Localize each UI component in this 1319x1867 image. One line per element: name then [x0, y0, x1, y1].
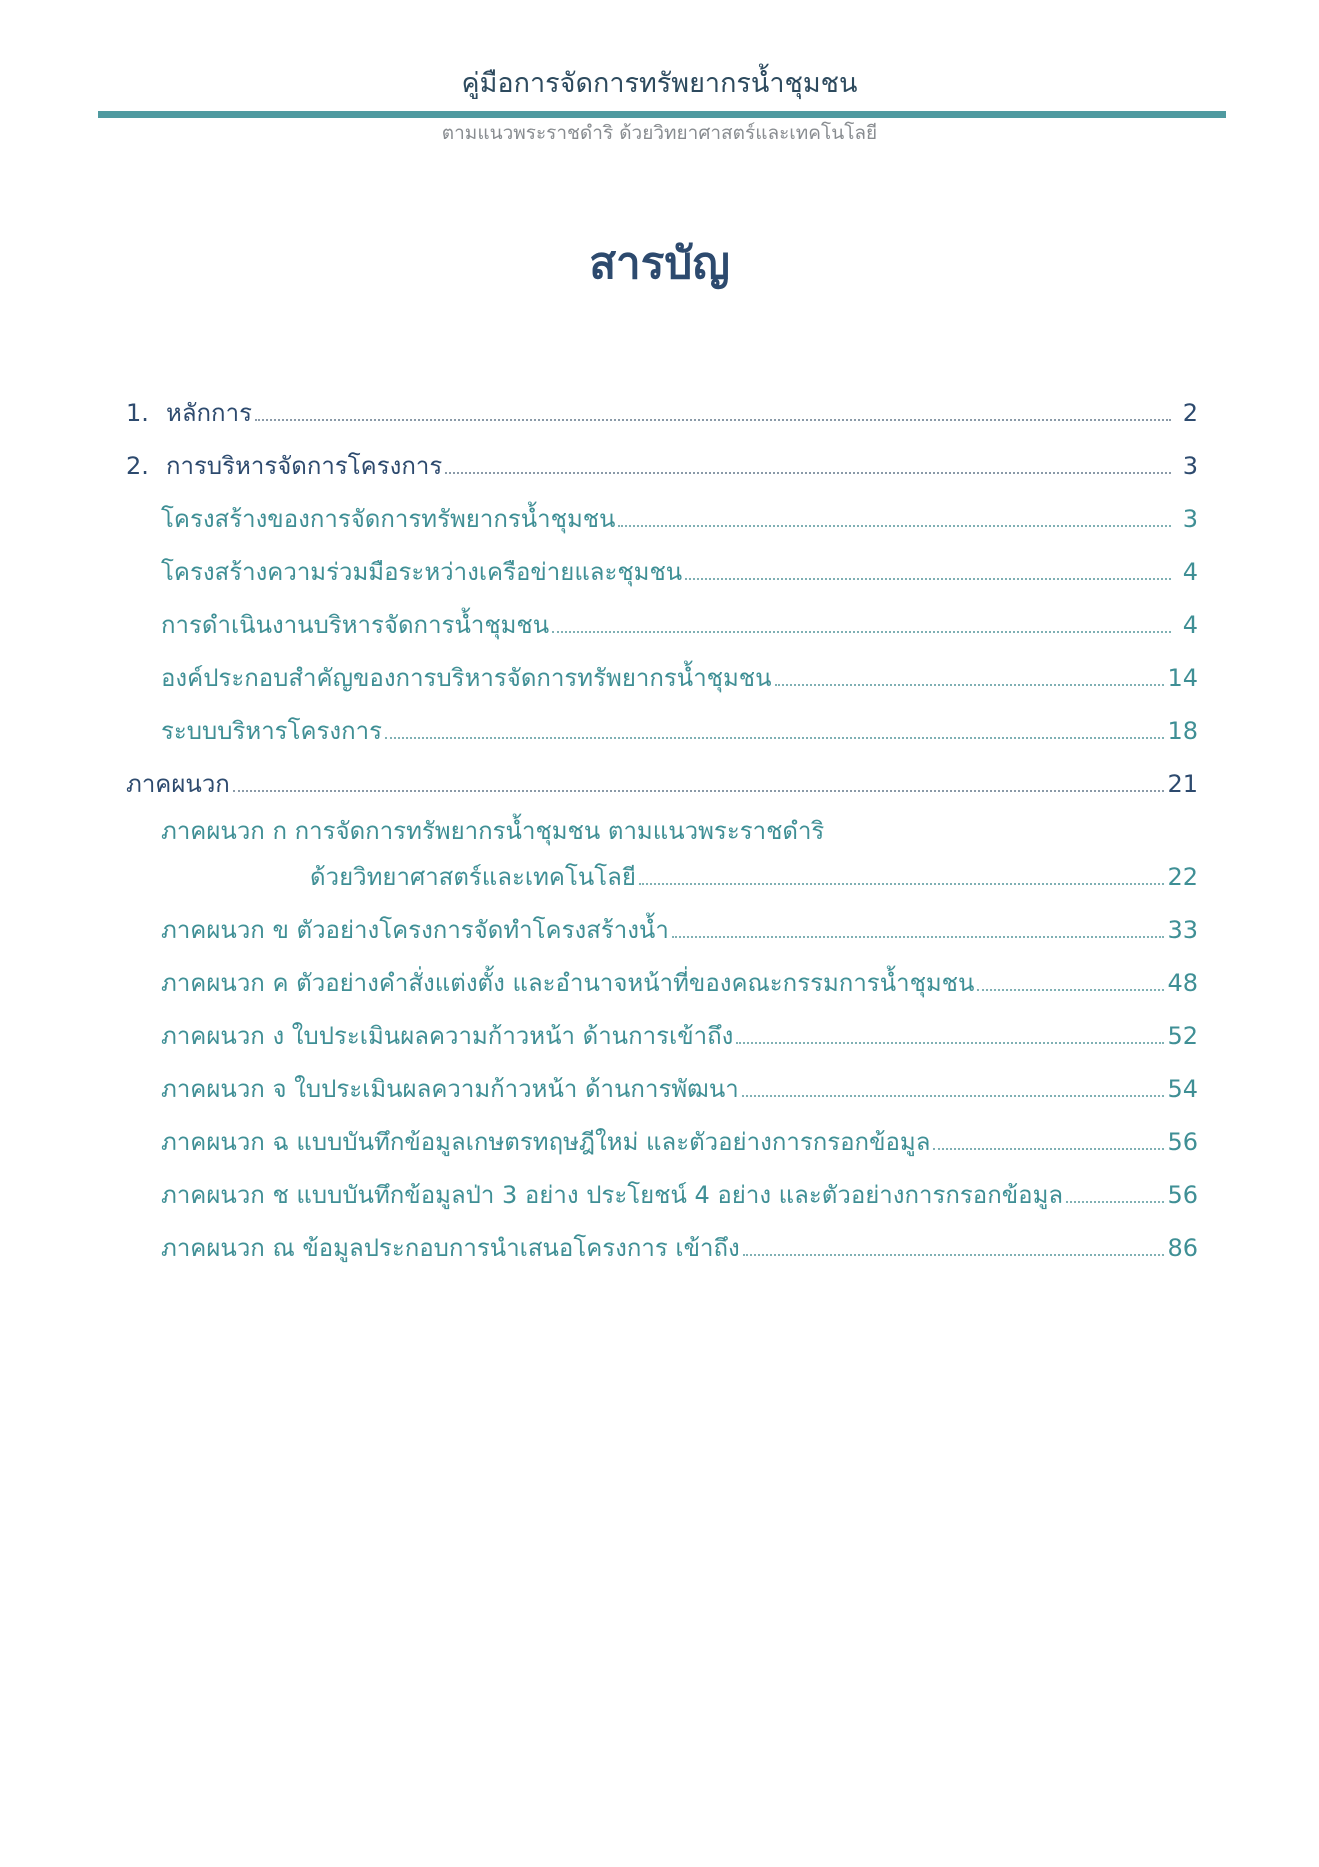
toc-entry[interactable]	[126, 1157, 1198, 1210]
toc-entry-label: ภาคผนวก ฉ แบบบันทึกข้อมูลเกษตรทฤษฎีใหม่ และตัวอย่างการกรอกข้อมูล	[161, 1128, 931, 1157]
toc-entry-page: 56	[1167, 1128, 1198, 1157]
toc-entry-page: 56	[1167, 1181, 1198, 1210]
dot-leader	[255, 419, 1171, 421]
dot-leader	[445, 472, 1171, 474]
toc-entry[interactable]	[126, 375, 1198, 428]
toc-entry-page: 4	[1182, 558, 1198, 587]
toc-entry-label: ระบบบริหารโครงการ	[161, 717, 383, 746]
toc-entry-page: 2	[1182, 399, 1198, 428]
dot-leader	[743, 1254, 1165, 1256]
toc-entry[interactable]	[126, 481, 1198, 534]
toc-entry-label: การดำเนินงานบริหารจัดการน้ำชุมชน	[161, 611, 550, 640]
toc-entry-label-continued: ด้วยวิทยาศาสตร์และเทคโนโลยี	[310, 863, 636, 892]
toc-entry-page: 18	[1167, 717, 1198, 746]
table-of-contents	[126, 375, 1198, 1263]
toc-entry-continuation[interactable]	[126, 846, 1198, 892]
dot-leader	[933, 1148, 1164, 1150]
toc-entry[interactable]	[126, 534, 1198, 587]
toc-entry-page: 4	[1182, 611, 1198, 640]
toc-entry[interactable]	[126, 746, 1198, 799]
dot-leader	[742, 1095, 1165, 1097]
toc-entry-page: 3	[1182, 505, 1198, 534]
toc-entry[interactable]	[126, 428, 1198, 481]
dot-leader	[1066, 1201, 1164, 1203]
toc-entry[interactable]	[126, 892, 1198, 945]
toc-entry-page: 33	[1167, 916, 1198, 945]
toc-entry-label: ภาคผนวก ช แบบบันทึกข้อมูลป่า 3 อย่าง ประโยชน์ 4 อย่าง และตัวอย่างการกรอกข้อมูล	[161, 1181, 1064, 1210]
toc-entry-label: ภาคผนวก ค ตัวอย่างคำสั่งแต่งตั้ง และอำนาจหน้าที่ของคณะกรรมการน้ำชุมชน	[161, 969, 975, 998]
toc-entry[interactable]	[126, 1104, 1198, 1157]
document-subtitle: ตามแนวพระราชดำริ ด้วยวิทยาศาสตร์และเทคโนโลยี	[441, 122, 878, 144]
toc-entry-label: ภาคผนวก จ ใบประเมินผลความก้าวหน้า ด้านการพัฒนา	[161, 1075, 739, 1104]
dot-leader	[977, 989, 1164, 991]
dot-leader	[775, 684, 1165, 686]
toc-entry-label: ภาคผนวก ก การจัดการทรัพยากรน้ำชุมชน ตามแนวพระราชดำริ	[161, 817, 825, 846]
toc-entry-label: ภาคผนวก	[126, 770, 230, 799]
toc-entry[interactable]	[126, 799, 1198, 846]
toc-entry-label: โครงสร้างความร่วมมือระหว่างเครือข่ายและชุมชน	[161, 558, 683, 587]
dot-leader	[385, 737, 1164, 739]
toc-entry-label: ภาคผนวก ง ใบประเมินผลความก้าวหน้า ด้านการเข้าถึง	[161, 1022, 734, 1051]
toc-entry-label: องค์ประกอบสำคัญของการบริหารจัดการทรัพยากรน้ำชุมชน	[161, 664, 772, 693]
toc-entry-page: 54	[1167, 1075, 1198, 1104]
toc-entry-page: 48	[1167, 969, 1198, 998]
toc-entry[interactable]	[126, 998, 1198, 1051]
document-title: คู่มือการจัดการทรัพยากรน้ำชุมชน	[461, 68, 858, 99]
toc-entry-page: 3	[1182, 452, 1198, 481]
dot-leader	[639, 883, 1165, 885]
toc-entry-label: หลักการ	[166, 399, 252, 428]
toc-entry-page: 22	[1167, 863, 1198, 892]
toc-entry-label: ภาคผนวก ข ตัวอย่างโครงการจัดทำโครงสร้างน้ำ	[161, 916, 669, 945]
dot-leader	[685, 578, 1171, 580]
toc-entry[interactable]	[126, 1051, 1198, 1104]
toc-entry[interactable]	[126, 1210, 1198, 1263]
toc-entry-label: ภาคผนวก ณ ข้อมูลประกอบการนำเสนอโครงการ เข้าถึง	[161, 1234, 740, 1263]
dot-leader	[552, 631, 1171, 633]
toc-entry-page: 21	[1167, 770, 1198, 799]
toc-entry-number: 2.	[126, 452, 149, 481]
dot-leader	[672, 936, 1165, 938]
toc-entry[interactable]	[126, 945, 1198, 998]
toc-entry[interactable]	[126, 587, 1198, 640]
dot-leader	[233, 790, 1165, 792]
toc-entry[interactable]	[126, 640, 1198, 693]
toc-entry-label: การบริหารจัดการโครงการ	[166, 452, 443, 481]
toc-heading: สารบัญ	[589, 238, 730, 289]
toc-entry-page: 86	[1167, 1234, 1198, 1263]
dot-leader	[618, 525, 1171, 527]
header-rule	[98, 111, 1226, 118]
toc-entry-label: โครงสร้างของการจัดการทรัพยากรน้ำชุมชน	[161, 505, 616, 534]
toc-entry-number: 1.	[126, 399, 149, 428]
toc-entry-page: 52	[1167, 1022, 1198, 1051]
toc-entry-page: 14	[1167, 664, 1198, 693]
toc-entry[interactable]	[126, 693, 1198, 746]
dot-leader	[736, 1042, 1164, 1044]
